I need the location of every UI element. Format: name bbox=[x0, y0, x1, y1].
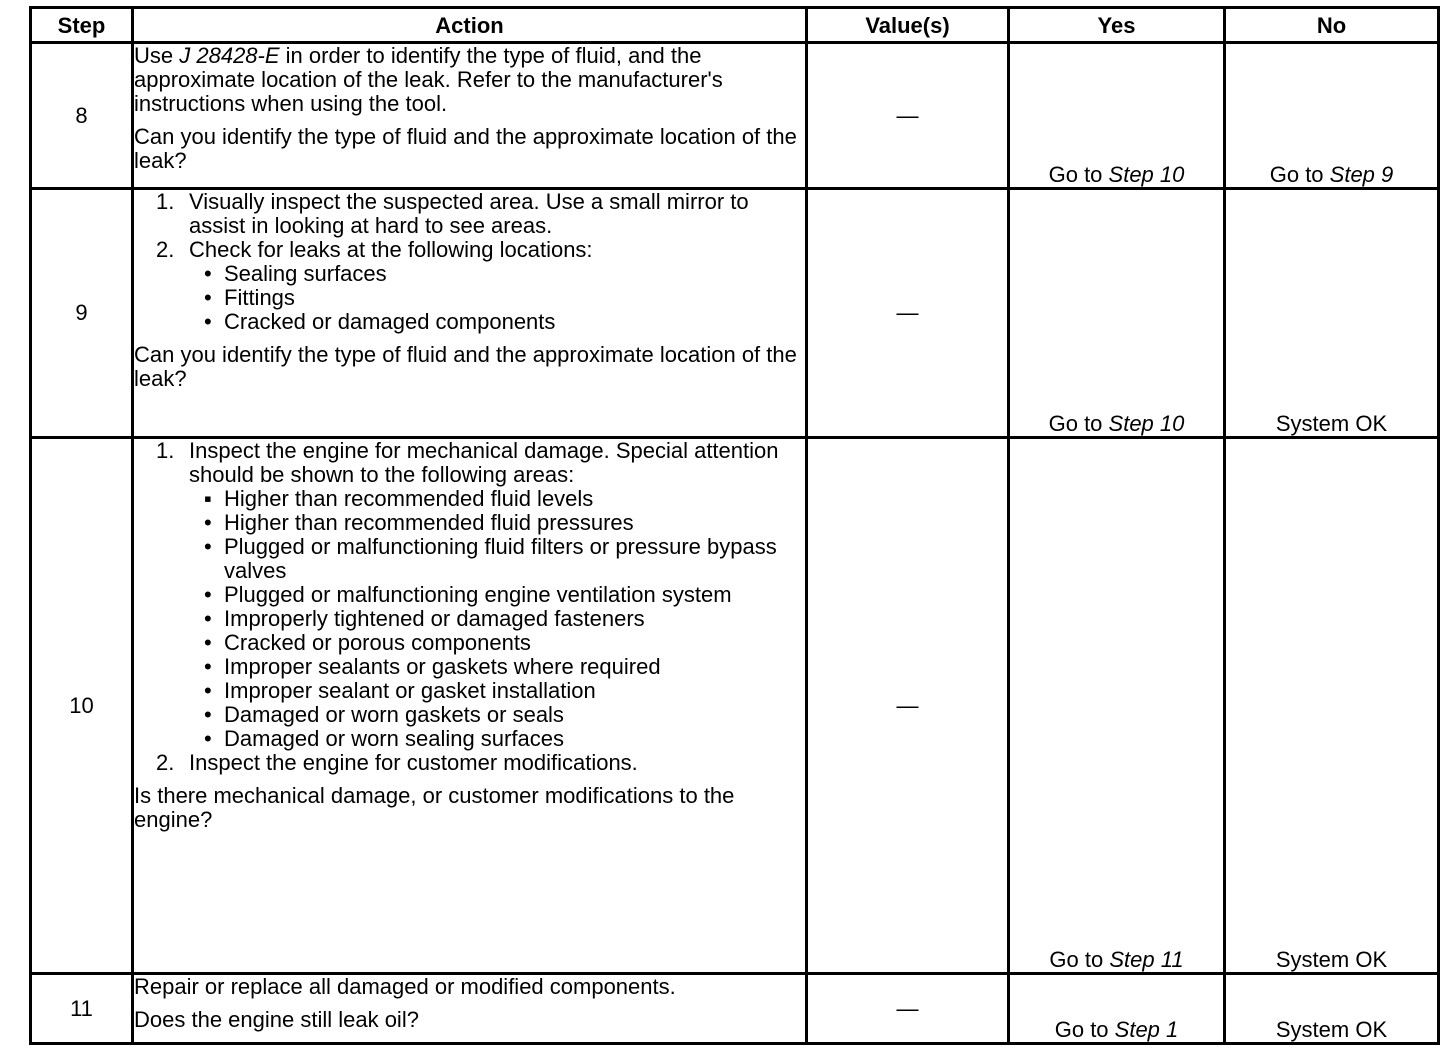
bullet-item: • Higher than recommended fluid pressures bbox=[204, 510, 634, 535]
bullet-item: • Plugged or malfunctioning engine ventilation system bbox=[204, 582, 732, 607]
bullet-item: • Damaged or worn sealing surfaces bbox=[204, 726, 564, 751]
value-cell: — bbox=[807, 438, 1009, 974]
yes-cell: Go to Step 11 bbox=[1009, 438, 1225, 974]
no-cell: System OK bbox=[1225, 974, 1439, 1044]
value-cell: — bbox=[807, 43, 1009, 189]
action-question: Is there mechanical damage, or customer modifications to the engine? bbox=[134, 783, 735, 832]
table-row bbox=[31, 438, 1439, 974]
numbered-item: 2. Inspect the engine for customer modifications. bbox=[156, 750, 638, 775]
header-row bbox=[31, 8, 1439, 43]
step-number: 11 bbox=[31, 974, 133, 1044]
value-cell: — bbox=[807, 189, 1009, 438]
yes-cell: Go to Step 10 bbox=[1009, 43, 1225, 189]
bullet-item: • Improper sealants or gaskets where required bbox=[204, 654, 661, 679]
action-question: Can you identify the type of fluid and the approximate location of the leak? bbox=[134, 342, 797, 391]
bullet-item: • Cracked or porous components bbox=[204, 630, 531, 655]
bullet-item: • Damaged or worn gaskets or seals bbox=[204, 702, 564, 727]
header-yes: Yes bbox=[1009, 8, 1225, 43]
numbered-item: 2. Check for leaks at the following locations: bbox=[156, 237, 593, 262]
step-number: 9 bbox=[31, 189, 133, 438]
bullet-item: • Sealing surfaces bbox=[204, 261, 387, 286]
no-cell: Go to Step 9 bbox=[1225, 43, 1439, 189]
action-question: Can you identify the type of fluid and the approximate location of the leak? bbox=[134, 124, 797, 173]
header-action: Action bbox=[133, 8, 807, 43]
action-cell bbox=[133, 438, 807, 974]
yes-cell: Go to Step 1 bbox=[1009, 974, 1225, 1044]
bullet-item: ▪ Higher than recommended fluid levels bbox=[204, 486, 594, 511]
bullet-item: • Improperly tightened or damaged fasteners bbox=[204, 606, 645, 631]
action-cell bbox=[133, 189, 807, 438]
numbered-item: 1. Visually inspect the suspected area. Use a small mirror to assist in looking at hard to see areas. bbox=[156, 189, 749, 238]
bullet-item: • Improper sealant or gasket installation bbox=[204, 678, 596, 703]
table-row bbox=[31, 43, 1439, 189]
table-row bbox=[31, 189, 1439, 438]
yes-cell: Go to Step 10 bbox=[1009, 189, 1225, 438]
tool-reference: J 28428-E bbox=[179, 43, 280, 68]
action-instruction: Use J 28428-E in order to identify the type of fluid, and the approximate location of the leak. Refer to the manufacturer's instructions when using the tool. bbox=[134, 43, 723, 116]
no-cell: System OK bbox=[1225, 189, 1439, 438]
header-no: No bbox=[1225, 8, 1439, 43]
bullet-item: • Plugged or malfunctioning fluid filters or pressure bypass valves bbox=[204, 534, 777, 583]
step-number: 10 bbox=[31, 438, 133, 974]
bullet-item: • Fittings bbox=[204, 285, 295, 310]
action-instruction: Repair or replace all damaged or modified components. bbox=[134, 974, 676, 999]
bullet-item: • Cracked or damaged components bbox=[204, 309, 556, 334]
action-question: Does the engine still leak oil? bbox=[134, 1007, 419, 1032]
diagnostic-table bbox=[29, 6, 1440, 1045]
table-row bbox=[31, 974, 1439, 1044]
value-cell: — bbox=[807, 974, 1009, 1044]
step-number: 8 bbox=[31, 43, 133, 189]
action-cell bbox=[133, 974, 807, 1044]
no-cell: System OK bbox=[1225, 438, 1439, 974]
action-cell bbox=[133, 43, 807, 189]
numbered-item: 1. Inspect the engine for mechanical damage. Special attention should be shown to the following areas: bbox=[156, 438, 779, 487]
header-step: Step bbox=[31, 8, 133, 43]
header-values: Value(s) bbox=[807, 8, 1009, 43]
